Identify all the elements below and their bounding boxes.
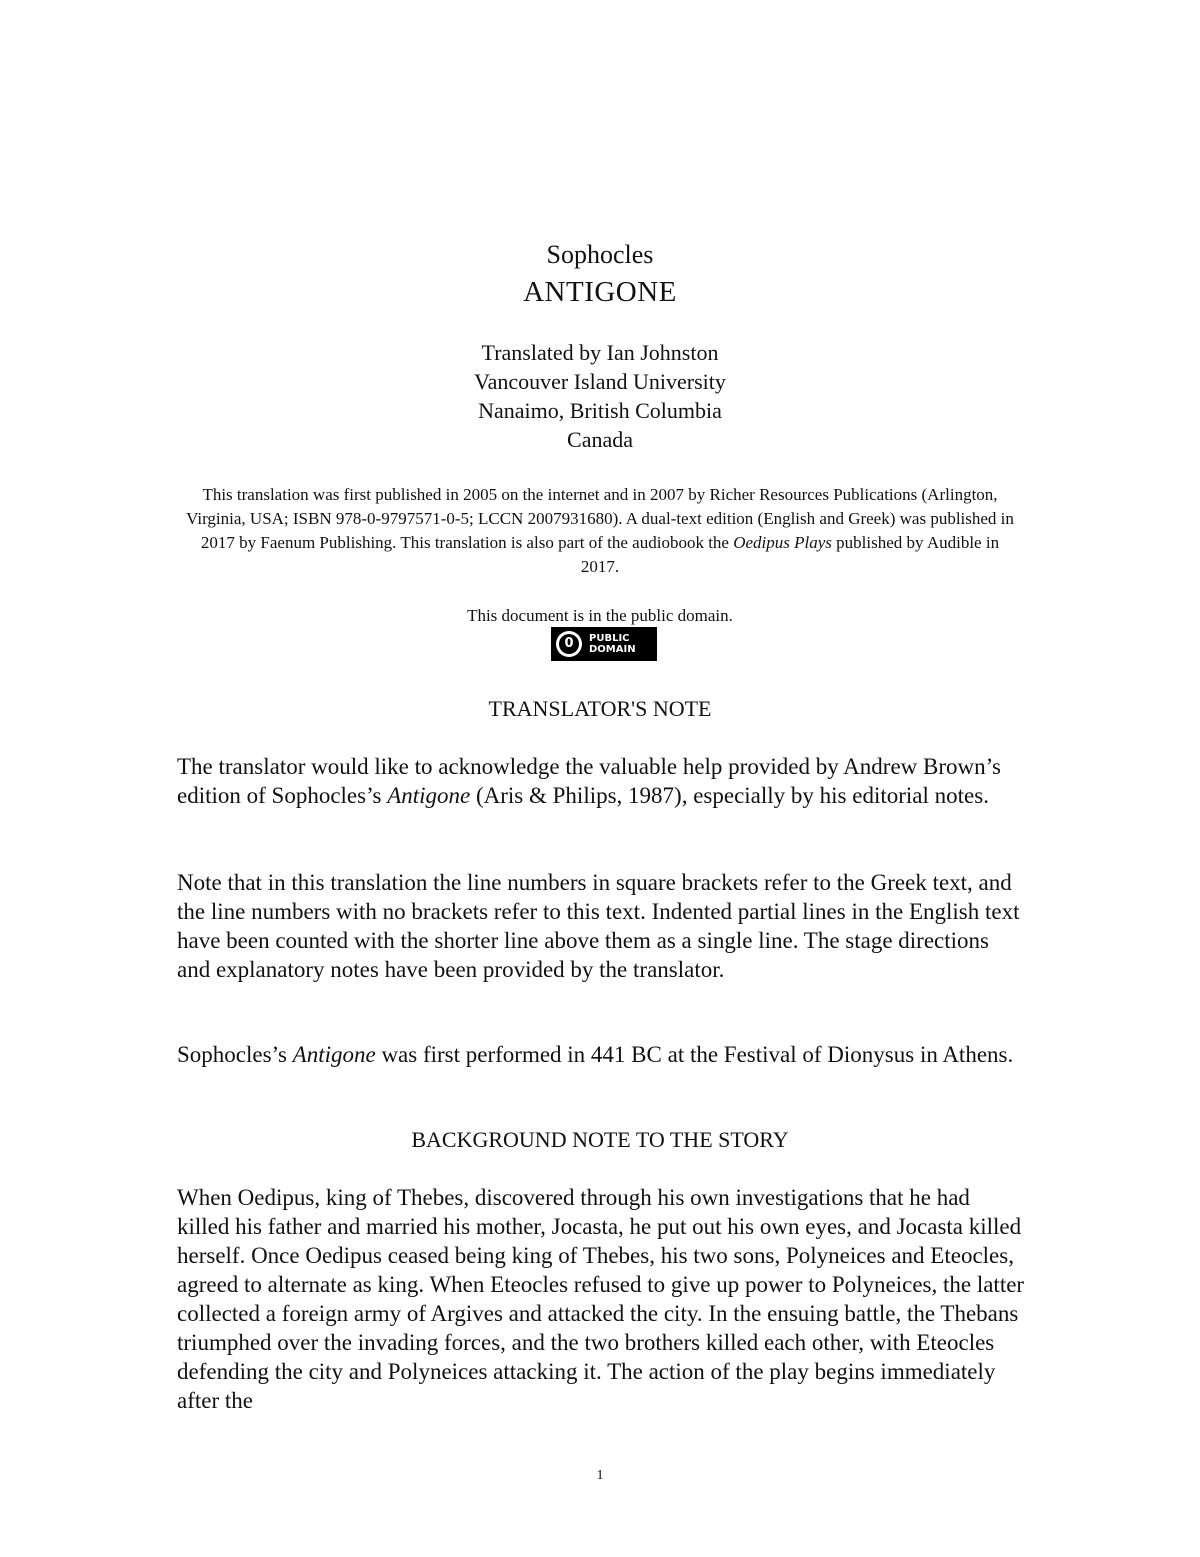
paragraph-italic: Antigone <box>292 1042 376 1067</box>
location-line: Nanaimo, British Columbia <box>478 398 722 423</box>
publication-note-italic: Oedipus Plays <box>733 533 832 552</box>
paragraph-text-end: was first performed in 441 BC at the Festival of Dionysus in Athens. <box>375 1042 1014 1067</box>
acknowledgement-paragraph <box>177 752 1027 810</box>
paragraph-text-end: (Aris & Philips, 1987), especially by his editorial notes. <box>470 783 989 808</box>
public-domain-symbol: 0 <box>559 634 579 654</box>
paragraph-italic: Antigone <box>387 783 471 808</box>
background-note-heading: BACKGROUND NOTE TO THE STORY <box>411 1127 789 1152</box>
public-domain-badge <box>551 627 657 661</box>
badge-line-1: PUBLIC <box>589 633 630 644</box>
public-domain-statement: This document is in the public domain. <box>467 606 733 625</box>
public-domain-badge-text <box>589 633 636 655</box>
paragraph-text: Sophocles’s <box>177 1042 293 1067</box>
performance-paragraph <box>177 1040 1027 1069</box>
translators-note-heading: TRANSLATOR'S NOTE <box>488 696 712 721</box>
play-title: ANTIGONE <box>523 276 677 308</box>
public-domain-icon <box>556 631 582 657</box>
publication-note <box>180 483 1020 579</box>
badge-line-2: DOMAIN <box>589 644 636 655</box>
line-numbers-paragraph: Note that in this translation the line numbers in square brackets refer to the Greek text, and the line numbers with no brackets refer to this text. Indented partial lines in the English text have been counted with the shorter line above them as a single line. The stage directions and explanatory notes have been provided by the translator. <box>177 870 1020 982</box>
publication-note-text: This translation was first published in 2005 on the internet and in 2007 by Richer Resources Publications (Arlington, Virginia, USA; ISBN 978-0-9797571-0-5; LCCN 2007931680). A dual-text edition (English and Greek) was published in 2017 by Faenum Publishing. This translation is also part of the audiobook the <box>186 485 1014 552</box>
translator-credits <box>0 338 1200 454</box>
author-name: Sophocles <box>546 240 654 269</box>
institution-line: Vancouver Island University <box>474 369 726 394</box>
paragraph-text: The translator would like to acknowledge the valuable help provided by Andrew Brown’s edition of Sophocles’s <box>177 754 1001 808</box>
publication-note-text-end: published by Audible in 2017. <box>580 533 1000 576</box>
page-number: 1 <box>596 1468 604 1483</box>
background-paragraph: When Oedipus, king of Thebes, discovered through his own investigations that he had killed his father and married his mother, Jocasta, he put out his own eyes, and Jocasta killed herself. Once Oedipus ceased being king of Thebes, his two sons, Polyneices and Eteocles, agreed to alternate as king. When Eteocles refused to give up power to Polyneices, the latter collected a foreign army of Argives and attacked the city. In the ensuing battle, the Thebans triumphed over the invading forces, and the two brothers killed each other, with Eteocles defending the city and Polyneices attacking it. The action of the play begins immediately after the <box>177 1185 1025 1413</box>
translator-line: Translated by Ian Johnston <box>481 340 719 365</box>
country-line: Canada <box>567 427 633 452</box>
